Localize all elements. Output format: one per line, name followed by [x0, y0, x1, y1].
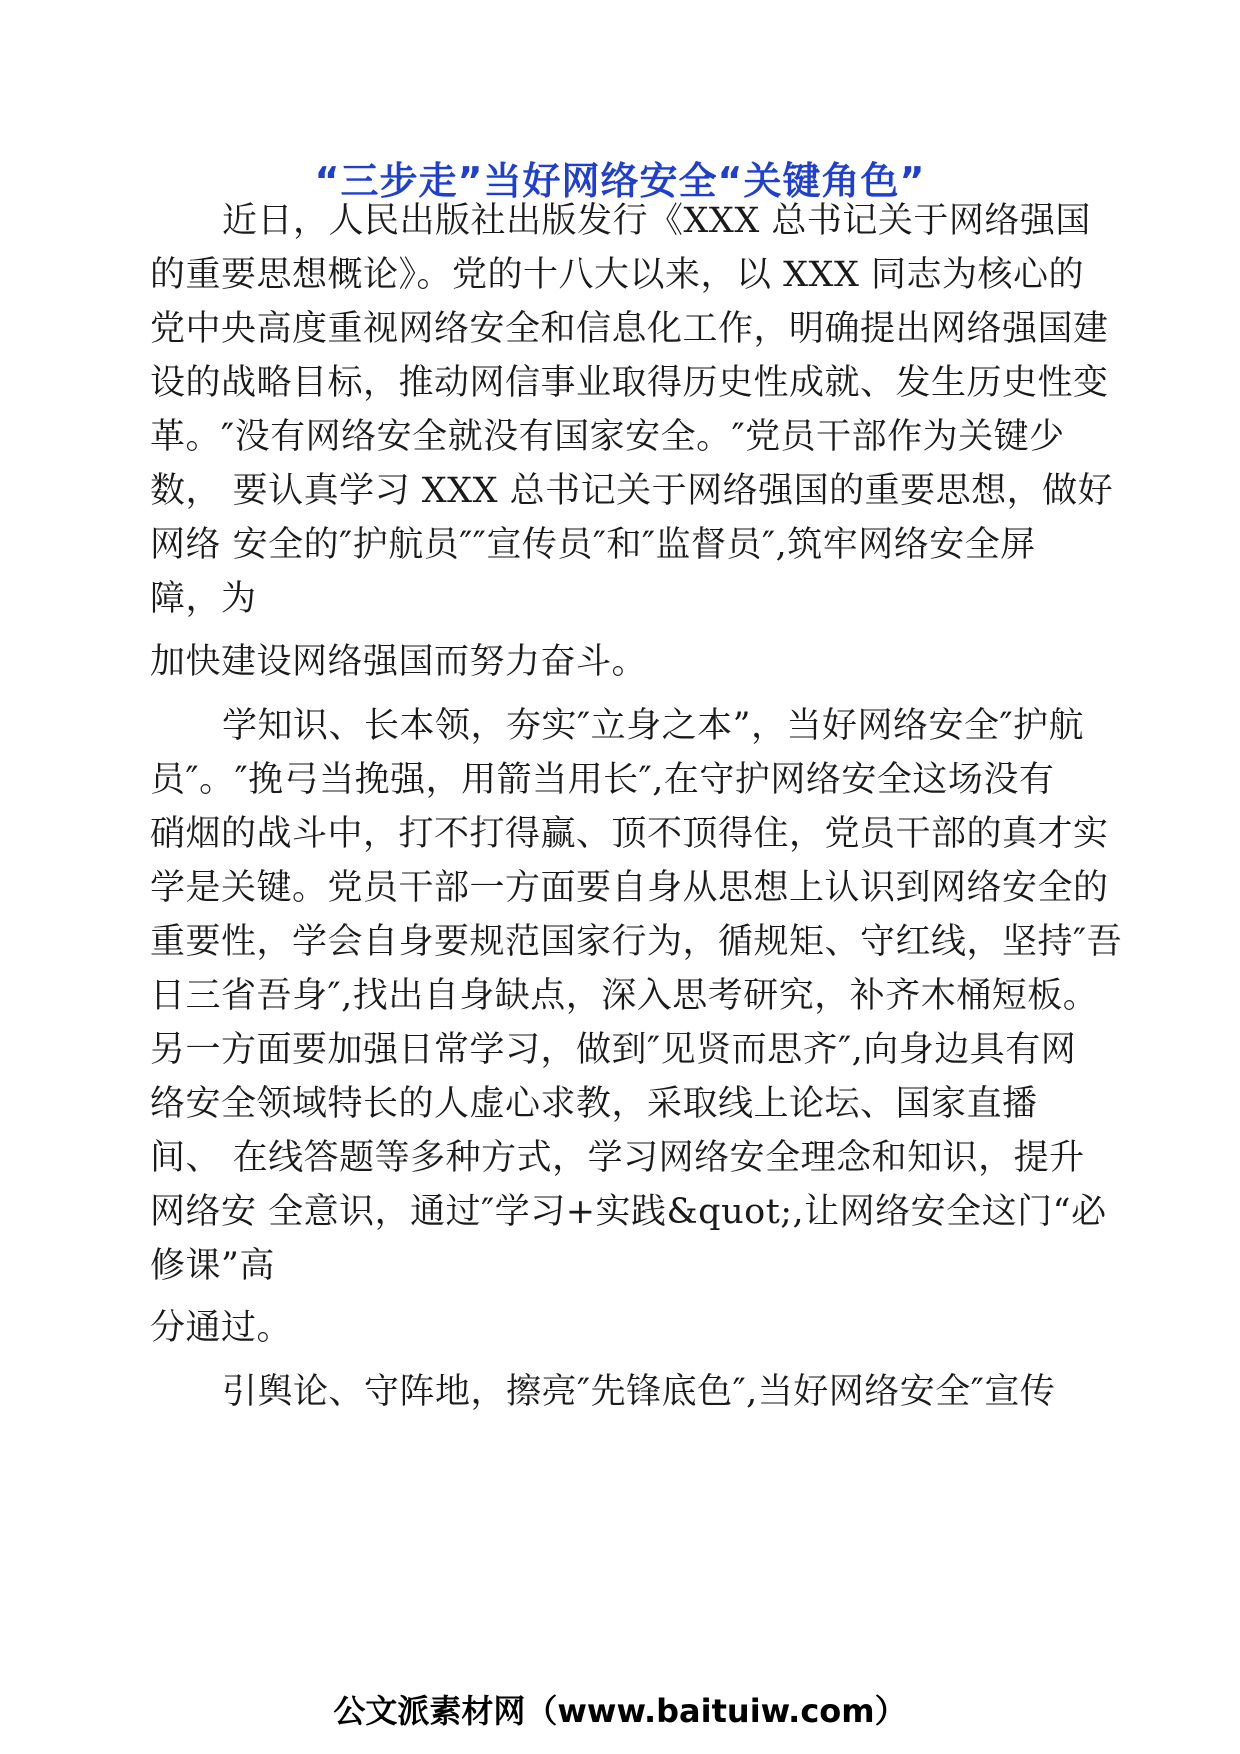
- paragraph-line: 络安全领域特长的人虚心求教，采取线上论坛、国家直播: [150, 1084, 1038, 1124]
- paragraph-line: 加快建设网络强国而努力奋斗。: [150, 642, 648, 682]
- paragraph-line: 近日，人民出版社出版发行《XXX 总书记关于网络强国: [222, 201, 1091, 241]
- paragraph-line: 硝烟的战斗中，打不打得赢、顶不顶得住，党员干部的真才实: [150, 814, 1109, 854]
- paragraph-line: 学是关键。党员干部一方面要自身从思想上认识到网络安全的: [150, 868, 1109, 908]
- paragraph-line: 员″。″挽弓当挽强，用箭当用长″,在守护网络安全这场没有: [150, 760, 1055, 800]
- paragraph-line: 引舆论、守阵地，擦亮″先锋底色″,当好网络安全″宣传: [222, 1372, 1056, 1412]
- paragraph-line: 间、 在线答题等多种方式，学习网络安全理念和知识，提升: [150, 1138, 1085, 1178]
- paragraph-line: 障，为: [150, 579, 257, 619]
- paragraph-line: 重要性，学会自身要规范国家行为，循规矩、守红线，坚持″吾: [150, 922, 1123, 962]
- paragraph-line: 数， 要认真学习 XXX 总书记关于网络强国的重要思想，做好: [150, 471, 1114, 511]
- paragraph-line: 革。″没有网络安全就没有国家安全。″党员干部作为关键少: [150, 417, 1065, 457]
- paragraph-line: 网络安 全意识，通过″学习+实践&quot;,让网络安全这门“必: [150, 1192, 1107, 1232]
- footer-source: 公文派素材网（www.baituiw.com）: [333, 1692, 907, 1730]
- document-title: “三步走”当好网络安全“关键角色”: [314, 159, 926, 203]
- paragraph-line: 另一方面要加强日常学习，做到″见贤而思齐″,向身边具有网: [150, 1030, 1077, 1070]
- paragraph-line: 修课”高: [150, 1246, 275, 1286]
- paragraph-line: 网络 安全的″护航员″″宣传员″和″监督员″,筑牢网络安全屏: [150, 525, 1036, 565]
- paragraph-line: 设的战略目标，推动网信事业取得历史性成就、发生历史性变: [150, 363, 1109, 403]
- paragraph-line: 党中央高度重视网络安全和信息化工作，明确提出网络强国建: [150, 309, 1109, 349]
- paragraph-line: 分通过。: [150, 1308, 293, 1348]
- paragraph-line: 日三省吾身″,找出自身缺点，深入思考研究，补齐木桶短板。: [150, 976, 1099, 1016]
- paragraph-line: 的重要思想概论》。党的十八大以来，以 XXX 同志为核心的: [150, 255, 1085, 295]
- paragraph-line: 学知识、长本领，夯实″立身之本”，当好网络安全″护航: [222, 706, 1085, 746]
